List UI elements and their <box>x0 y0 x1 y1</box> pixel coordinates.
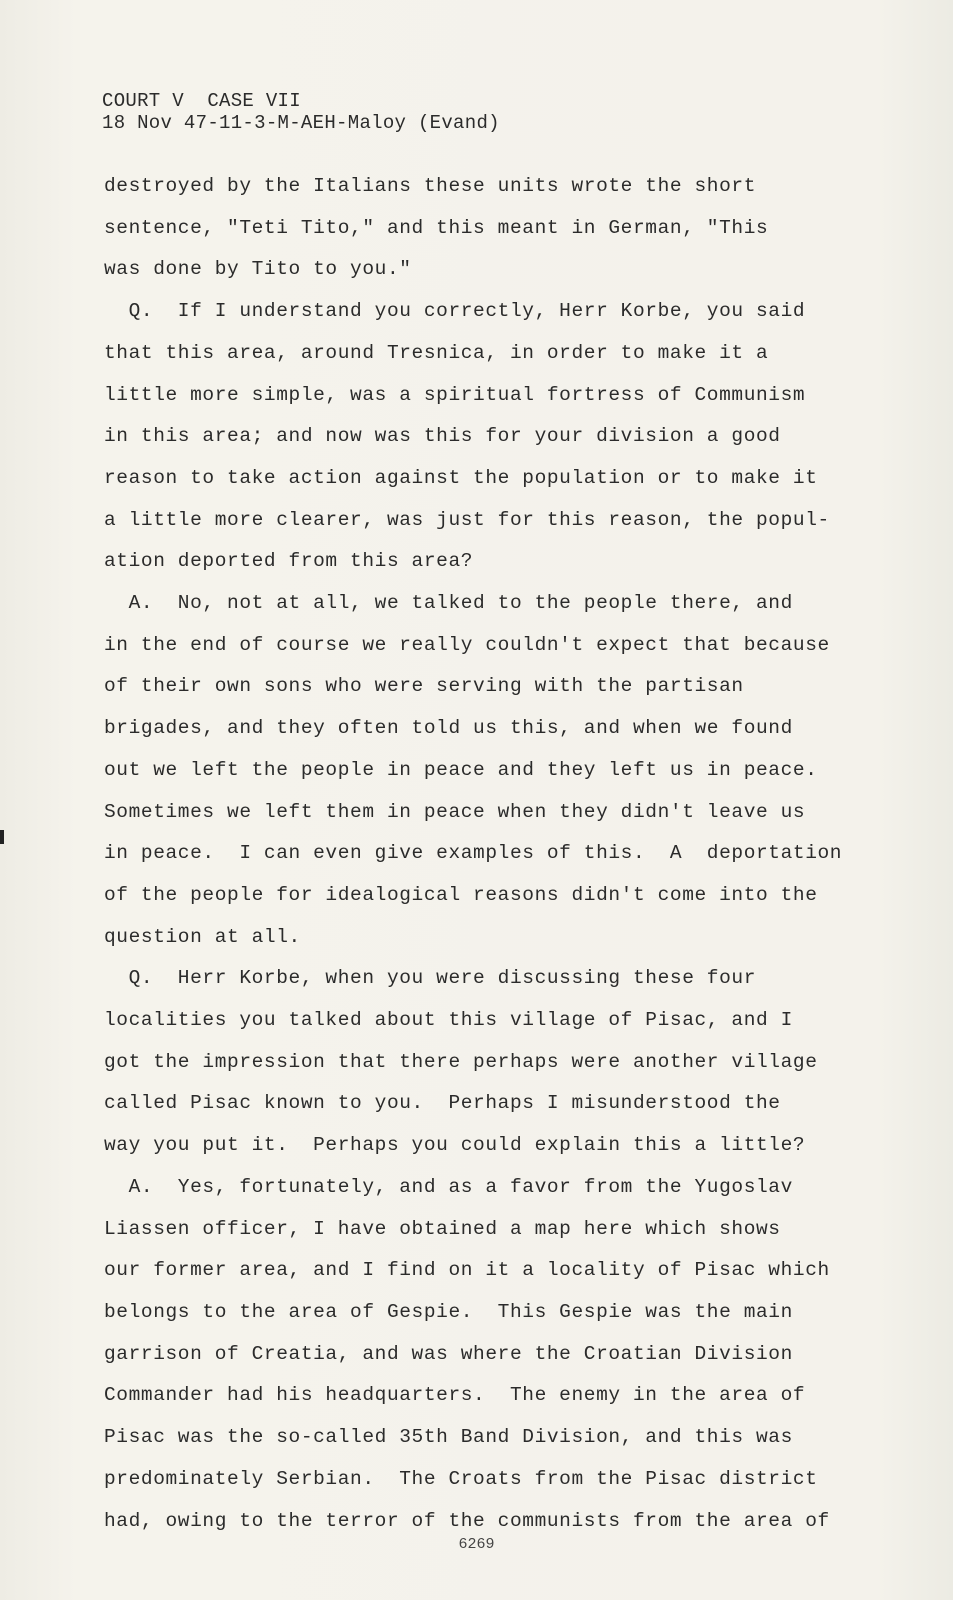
transcript-body <box>104 166 864 1542</box>
transcript-line: A. Yes, fortunately, and as a favor from the Yugoslav <box>104 1175 793 1198</box>
header-date-reference: 18 Nov 47-11-3-M-AEH-Maloy (Evand) <box>102 112 500 134</box>
page-number: 6269 <box>458 1536 495 1553</box>
transcript-line: localities you talked about this village of Pisac, and I <box>104 1009 793 1032</box>
transcript-line: had, owing to the terror of the communists from the area of <box>104 1509 830 1532</box>
transcript-line: belongs to the area of Gespie. This Gespie was the main <box>104 1300 793 1323</box>
transcript-line: Sometimes we left them in peace when they didn't leave us <box>104 800 806 823</box>
transcript-line: a little more clearer, was just for this reason, the popul- <box>104 508 830 531</box>
transcript-line: Q. Herr Korbe, when you were discussing these four <box>104 967 757 990</box>
transcript-line: got the impression that there perhaps were another village <box>104 1050 818 1073</box>
transcript-line: brigades, and they often told us this, and when we found <box>104 717 793 740</box>
transcript-line: in this area; and now was this for your division a good <box>104 425 781 448</box>
header-court-case: COURT V CASE VII <box>102 90 301 112</box>
transcript-line: Pisac was the so-called 35th Band Division, and this was <box>104 1426 793 1449</box>
transcript-line: in peace. I can even give examples of this. A deportation <box>104 842 843 865</box>
transcript-line: was done by Tito to you." <box>104 258 412 281</box>
document-header <box>102 90 500 134</box>
transcript-line: A. No, not at all, we talked to the people there, and <box>104 592 793 615</box>
transcript-line: ation deported from this area? <box>104 550 474 573</box>
transcript-line: in the end of course we really couldn't expect that because <box>104 633 830 656</box>
transcript-line: garrison of Creatia, and was where the Croatian Division <box>104 1342 793 1365</box>
transcript-line: Commander had his headquarters. The enemy in the area of <box>104 1384 806 1407</box>
transcript-line: reason to take action against the population or to make it <box>104 466 818 489</box>
transcript-line: of their own sons who were serving with the partisan <box>104 675 744 698</box>
transcript-line: little more simple, was a spiritual fortress of Communism <box>104 383 806 406</box>
transcript-line: predominately Serbian. The Croats from the Pisac district <box>104 1467 818 1490</box>
transcript-line: sentence, "Teti Tito," and this meant in German, "This <box>104 216 769 239</box>
transcript-line: destroyed by the Italians these units wrote the short <box>104 175 757 197</box>
transcript-line: out we left the people in peace and they left us in peace. <box>104 758 818 781</box>
transcript-line: our former area, and I find on it a locality of Pisac which <box>104 1259 830 1282</box>
transcript-line: question at all. <box>104 925 301 948</box>
transcript-line: that this area, around Tresnica, in order to make it a <box>104 341 769 364</box>
transcript-line: Liassen officer, I have obtained a map here which shows <box>104 1217 781 1240</box>
transcript-line: called Pisac known to you. Perhaps I misunderstood the <box>104 1092 781 1115</box>
edge-mark <box>0 830 4 844</box>
transcript-line: of the people for idealogical reasons didn't come into the <box>104 883 818 906</box>
transcript-line: way you put it. Perhaps you could explain this a little? <box>104 1134 806 1157</box>
transcript-line: Q. If I understand you correctly, Herr Korbe, you said <box>104 300 806 323</box>
